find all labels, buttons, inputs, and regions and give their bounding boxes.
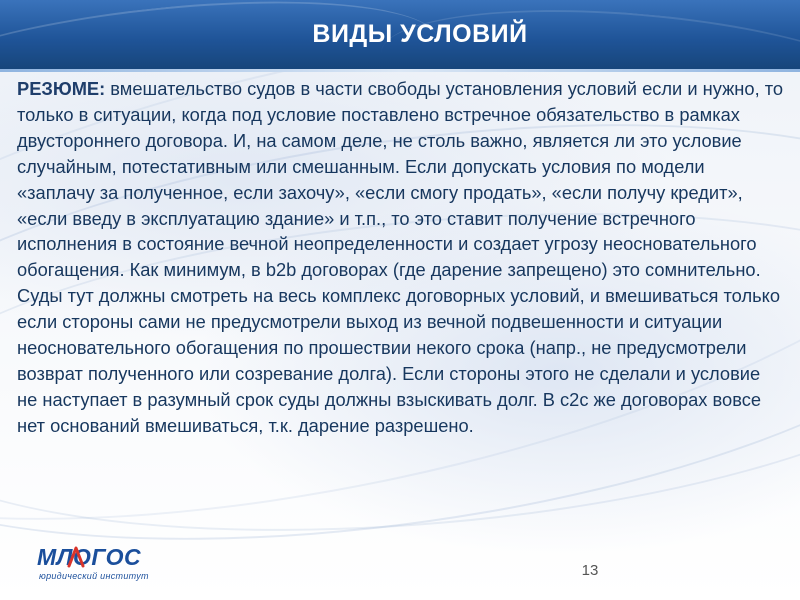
page-number: 13 — [581, 562, 599, 579]
summary-text: вмешательство судов в части свободы установления условий если и нужно, то только в ситуации, когда под условие поставлено встречное обязательство в рамках двустороннего договора. И, на самом деле, не столь важно, является ли это условие случайным, потестативным или смешанным. Если допускать условия по модели «заплачу за полученное, если захочу», «если смогу продать», «если получу кредит», «если введу в эксплуатацию здание» и т.п., то это ставит получение встречного исполнения в состояние вечной неопределенности и создает угрозу неосновательного обогащения. Как минимум, в b2b договорах (где дарение запрещено) это сомнительно. Суды тут должны смотреть на весь комплекс договорных условий, и вмешиваться только если стороны сами не предусмотрели выход из вечной подвешенности и ситуации неосновательного обогащения по прошествии некого срока (напр., не предусмотрели возврат полученного или созревание долга). Если стороны этого не сделали и условие не наступает в разумный срок суды должны взыскивать долг. В с2с же договорах вовсе нет оснований вмешиваться, т.к. дарение разрешено. — [17, 78, 784, 436]
title-bar — [0, 0, 800, 72]
logos-mark-icon — [67, 546, 85, 568]
summary-label: РЕЗЮМЕ: — [17, 78, 106, 99]
body-paragraph — [17, 76, 785, 439]
logo-wordmark: МЛОГОС — [37, 544, 142, 570]
slide-title: ВИДЫ УСЛОВИЙ — [312, 20, 528, 48]
logo — [37, 544, 177, 584]
logo-subtitle: юридический институт — [39, 571, 149, 581]
